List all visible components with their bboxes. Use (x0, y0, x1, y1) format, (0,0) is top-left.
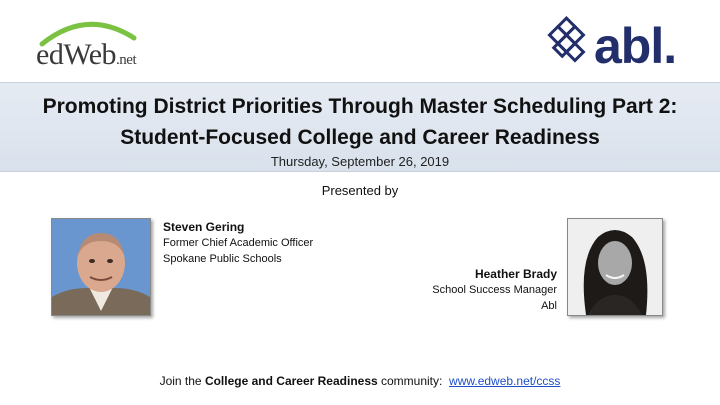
webinar-date: Thursday, September 26, 2019 (270, 154, 450, 169)
title-line-1: Promoting District Priorities Through Master Scheduling Part 2: (42, 95, 678, 118)
speaker-photo-steven (51, 218, 151, 316)
footer-prefix: Join the (159, 374, 205, 388)
speaker-role: Former Chief Academic Officer (163, 237, 314, 249)
edweb-logo (32, 14, 162, 70)
community-link[interactable]: www.edweb.net/ccss (449, 374, 561, 388)
presented-by-label: Presented by (321, 183, 399, 198)
speaker-card-heather (432, 266, 557, 314)
title-band (0, 82, 720, 172)
footer-community-line (0, 374, 720, 388)
speaker-role: School Success Manager (432, 284, 557, 296)
abl-wordmark: abl. (594, 18, 677, 74)
speaker-card-steven (163, 219, 313, 267)
speaker-photo-heather (567, 218, 663, 316)
title-line-2: Student-Focused College and Career Readiness (120, 126, 600, 149)
abl-logo (544, 14, 694, 74)
footer-middle: community: (377, 374, 450, 388)
speaker-org: Abl (541, 300, 557, 312)
speaker-name: Steven Gering (163, 220, 245, 234)
speaker-name: Heather Brady (474, 267, 557, 281)
footer-community-name: College and Career Readiness (204, 374, 378, 388)
abl-cube-icon (544, 14, 596, 66)
edweb-wordmark: edWeb.net (36, 38, 137, 71)
speaker-org: Spokane Public Schools (163, 253, 282, 265)
